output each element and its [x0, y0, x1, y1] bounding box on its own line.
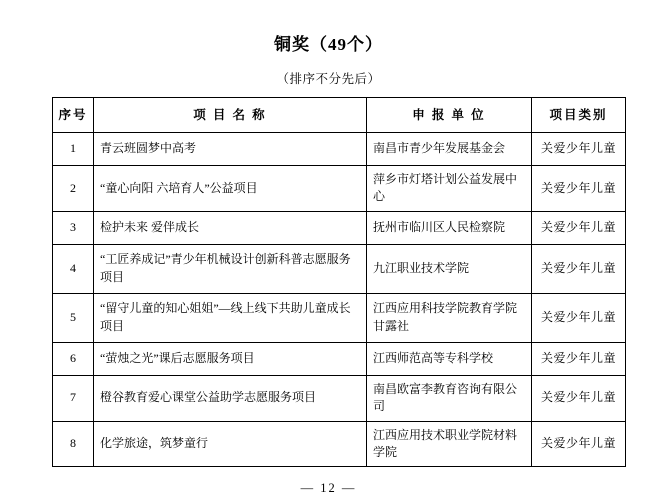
cell-project-name: 检护未来 爱伴成长 — [94, 211, 367, 244]
cell-no: 4 — [53, 244, 94, 293]
column-header-project-name: 项 目 名 称 — [94, 98, 367, 133]
cell-unit: 萍乡市灯塔计划公益发展中心 — [367, 166, 532, 212]
cell-category: 关爱少年儿童 — [532, 133, 626, 166]
cell-unit: 南昌欧富李教育咨询有限公司 — [367, 375, 532, 421]
cell-category: 关爱少年儿童 — [532, 166, 626, 212]
cell-category: 关爱少年儿童 — [532, 211, 626, 244]
table-row — [53, 293, 626, 342]
cell-category: 关爱少年儿童 — [532, 375, 626, 421]
table-row — [53, 342, 626, 375]
cell-no: 8 — [53, 421, 94, 467]
table-header-row — [53, 98, 626, 133]
cell-unit: 南昌市青少年发展基金会 — [367, 133, 532, 166]
cell-project-name: “工匠养成记”青少年机械设计创新科普志愿服务项目 — [94, 244, 367, 293]
table-row — [53, 421, 626, 467]
column-header-no: 序号 — [53, 98, 94, 133]
cell-category: 关爱少年儿童 — [532, 293, 626, 342]
table-row — [53, 375, 626, 421]
cell-no: 2 — [53, 166, 94, 212]
cell-unit: 江西应用技术职业学院材料学院 — [367, 421, 532, 467]
document-page — [0, 30, 657, 496]
cell-no: 7 — [53, 375, 94, 421]
page-footer-number: — 12 — — [300, 481, 357, 496]
cell-no: 1 — [53, 133, 94, 166]
cell-unit: 九江职业技术学院 — [367, 244, 532, 293]
table-row — [53, 244, 626, 293]
cell-project-name: 橙谷教育爱心课堂公益助学志愿服务项目 — [94, 375, 367, 421]
award-list-table — [52, 97, 626, 467]
cell-project-name: “童心向阳 六培育人”公益项目 — [94, 166, 367, 212]
cell-no: 5 — [53, 293, 94, 342]
cell-category: 关爱少年儿童 — [532, 421, 626, 467]
cell-unit: 江西应用科技学院教育学院甘露社 — [367, 293, 532, 342]
cell-no: 6 — [53, 342, 94, 375]
cell-category: 关爱少年儿童 — [532, 342, 626, 375]
table-row — [53, 166, 626, 212]
page-title: 铜奖（49个） — [274, 35, 383, 54]
table-row — [53, 133, 626, 166]
cell-unit: 江西师范高等专科学校 — [367, 342, 532, 375]
cell-no: 3 — [53, 211, 94, 244]
cell-project-name: “留守儿童的知心姐姐”—线上线下共助儿童成长项目 — [94, 293, 367, 342]
column-header-unit: 申 报 单 位 — [367, 98, 532, 133]
cell-project-name: 青云班圆梦中高考 — [94, 133, 367, 166]
table-row — [53, 211, 626, 244]
cell-category: 关爱少年儿童 — [532, 244, 626, 293]
page-subtitle: （排序不分先后） — [276, 72, 381, 86]
cell-project-name: “萤烛之光”课后志愿服务项目 — [94, 342, 367, 375]
column-header-category: 项目类别 — [532, 98, 626, 133]
cell-unit: 抚州市临川区人民检察院 — [367, 211, 532, 244]
cell-project-name: 化学旅途，筑梦童行 — [94, 421, 367, 467]
